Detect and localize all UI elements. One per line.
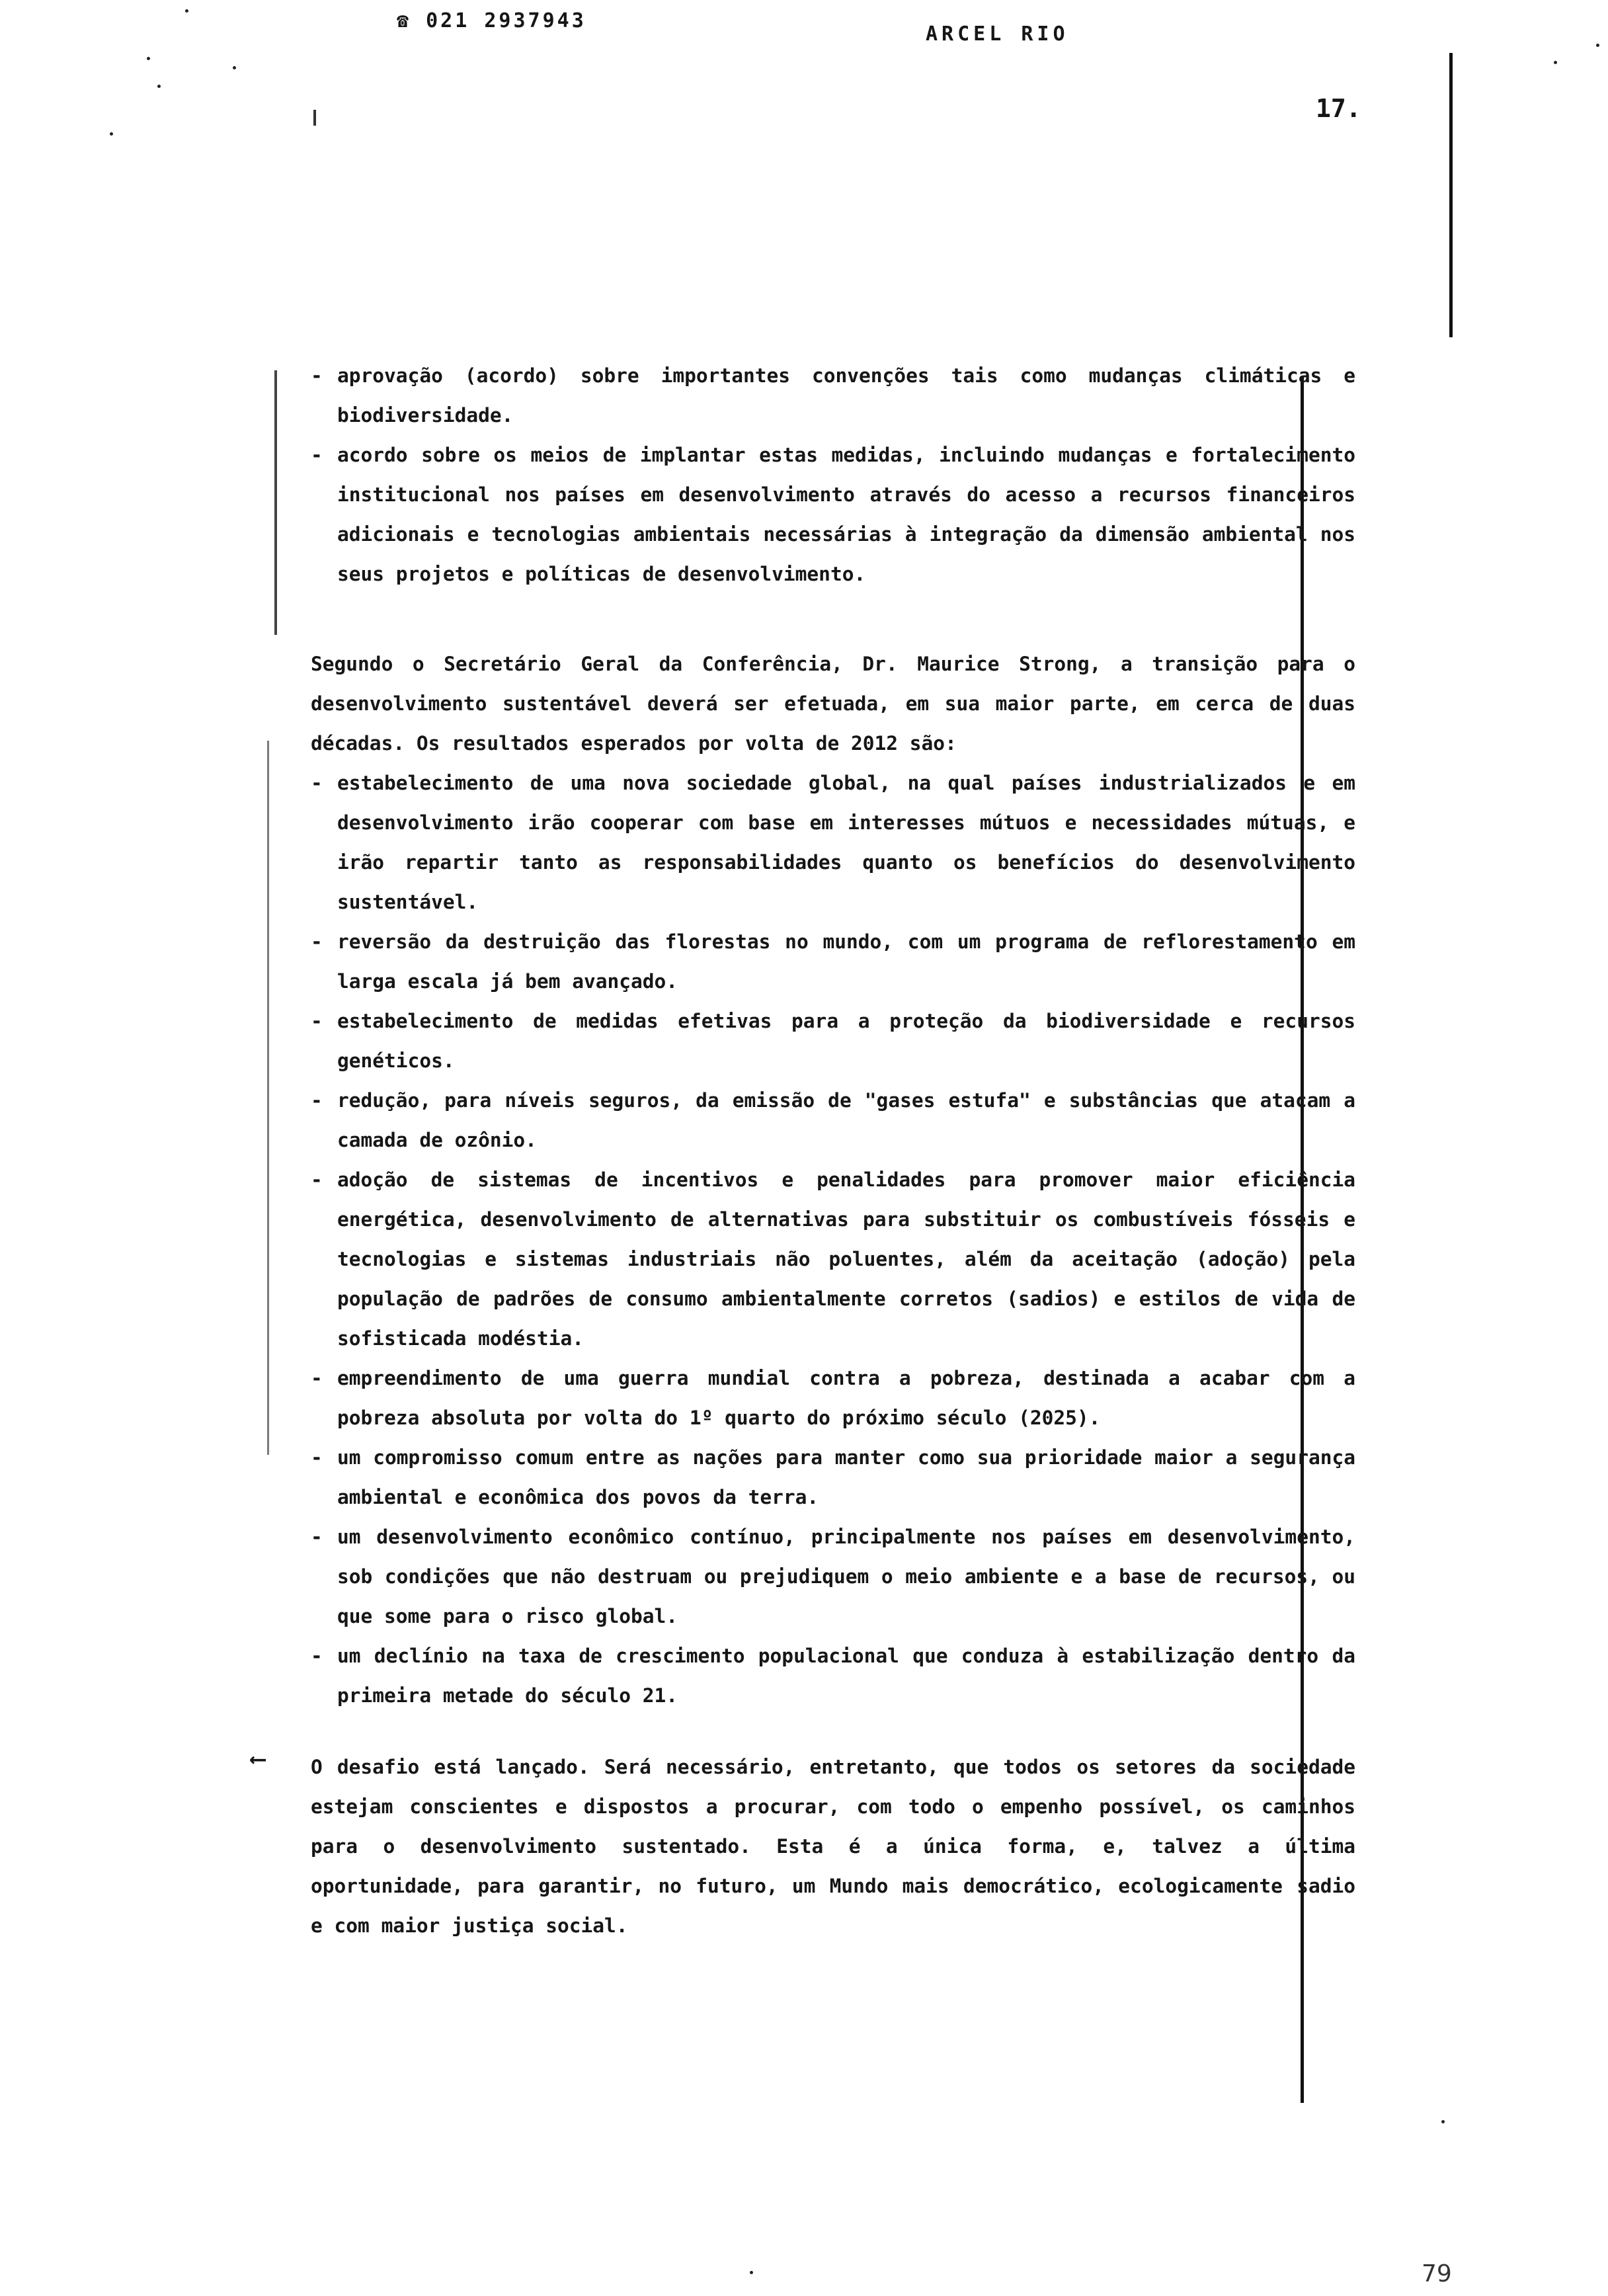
bullet-dash: -: [311, 930, 323, 953]
bullet-dash: -: [311, 1010, 323, 1032]
scan-speck: [750, 2271, 753, 2274]
result-bullet-7: [311, 1438, 1355, 1517]
bullet-text: empreendimento de uma guerra mundial contra a pobreza, destinada a acabar com a pobreza absoluta por volta do 1º quarto do próximo século (2025).: [337, 1367, 1355, 1429]
bullet-dash: -: [311, 1645, 323, 1667]
intro-bullet-1: [311, 356, 1355, 435]
footer-page-number: 79: [1422, 2260, 1452, 2287]
result-bullet-8: [311, 1517, 1355, 1636]
bullet-text: um desenvolvimento econômico contínuo, principalmente nos países em desenvolvimento, sob condições que não destruam ou prejudiquem o meio ambiente e a base de recursos, ou que some para o risco global.: [337, 1526, 1355, 1627]
result-bullet-5: [311, 1160, 1355, 1358]
intro-bullet-2: [311, 435, 1355, 594]
strong-paragraph: Segundo o Secretário Geral da Conferência, Dr. Maurice Strong, a transição para o desenvolvimento sustentável deverá ser efetuada, em sua maior parte, em cerca de duas décadas. Os resultados esperados por volta de 2012 são:: [311, 653, 1355, 755]
tick-mark: [313, 110, 316, 126]
scan-speck: [1554, 61, 1557, 64]
margin-arrow: ⟵: [251, 1746, 265, 1772]
bullet-text: aprovação (acordo) sobre importantes convenções tais como mudanças climáticas e biodiversidade.: [337, 364, 1355, 427]
result-bullet-3: [311, 1001, 1355, 1081]
bullet-text: reversão da destruição das florestas no mundo, com um programa de reflorestamento em larga escala já bem avançado.: [337, 930, 1355, 993]
left-margin-dots: [267, 741, 269, 1455]
bullet-text: estabelecimento de medidas efetivas para a proteção da biodiversidade e recursos genéticos.: [337, 1010, 1355, 1072]
bullet-text: um declínio na taxa de crescimento populacional que conduza à estabilização dentro da primeira metade do século 21.: [337, 1645, 1355, 1707]
bullet-dash: -: [311, 772, 323, 794]
scan-speck: [233, 66, 236, 69]
bullet-text: adoção de sistemas de incentivos e penalidades para promover maior eficiência energética, desenvolvimento de alternativas para substituir os combustíveis fósseis e tecnologias e sistemas industriais não poluentes, além da aceitação (adoção) pela população de padrões de consumo ambientalmente corretos (sadios) e estilos de vida de sofisticada modéstia.: [337, 1168, 1355, 1350]
result-bullet-9: [311, 1636, 1355, 1715]
left-margin-bracket: [274, 370, 277, 635]
bullet-dash: -: [311, 364, 323, 387]
bullet-text: redução, para níveis seguros, da emissão de "gases estufa" e substâncias que atacam a camada de ozônio.: [337, 1089, 1355, 1151]
scan-speck: [1441, 2120, 1445, 2123]
result-bullet-6: [311, 1358, 1355, 1438]
result-bullet-2: [311, 922, 1355, 1001]
bullet-dash: -: [311, 1526, 323, 1548]
scan-speck: [157, 85, 161, 88]
bullet-dash: -: [311, 1367, 323, 1389]
page-number: 17.: [1316, 94, 1361, 123]
document-body: [311, 356, 1355, 1946]
scan-speck: [147, 57, 150, 60]
scan-speck: [185, 9, 188, 13]
result-bullet-1: [311, 763, 1355, 922]
bullet-dash: -: [311, 1089, 323, 1112]
fax-sender: ARCEL RIO: [926, 22, 1069, 46]
bullet-text: um compromisso comum entre as nações para manter como sua prioridade maior a segurança ambiental e econômica dos povos da terra.: [337, 1446, 1355, 1508]
bullet-dash: -: [311, 1168, 323, 1191]
right-margin-line: [1449, 53, 1453, 337]
scan-speck: [110, 132, 113, 136]
result-bullet-4: [311, 1081, 1355, 1160]
bullet-dash: -: [311, 444, 323, 466]
bullet-text: acordo sobre os meios de implantar estas medidas, incluindo mudanças e fortalecimento institucional nos países em desenvolvimento através do acesso a recursos financeiros adicionais e tecnologias ambientais necessárias à integração da dimensão ambiental nos seus projetos e políticas de desenvolvimento.: [337, 444, 1355, 585]
bullet-text: estabelecimento de uma nova sociedade global, na qual países industrializados e em desenvolvimento irão cooperar com base em interesses mútuos e necessidades mútuas, e irão repartir tanto as responsabilidades quanto os benefícios do desenvolvimento sustentável.: [337, 772, 1355, 913]
fax-number: ☎ 021 2937943: [397, 9, 586, 32]
bullet-dash: -: [311, 1446, 323, 1469]
closing-paragraph: O desafio está lançado. Será necessário, entretanto, que todos os setores da sociedade estejam conscientes e dispostos a procurar, com todo o empenho possível, os caminhos para o desenvolvimento sustentado. Esta é a única forma, e, talvez a última oportunidade, para garantir, no futuro, um Mundo mais democrático, ecologicamente sadio e com maior justiça social.: [311, 1756, 1355, 1937]
scan-speck: [1596, 44, 1599, 47]
